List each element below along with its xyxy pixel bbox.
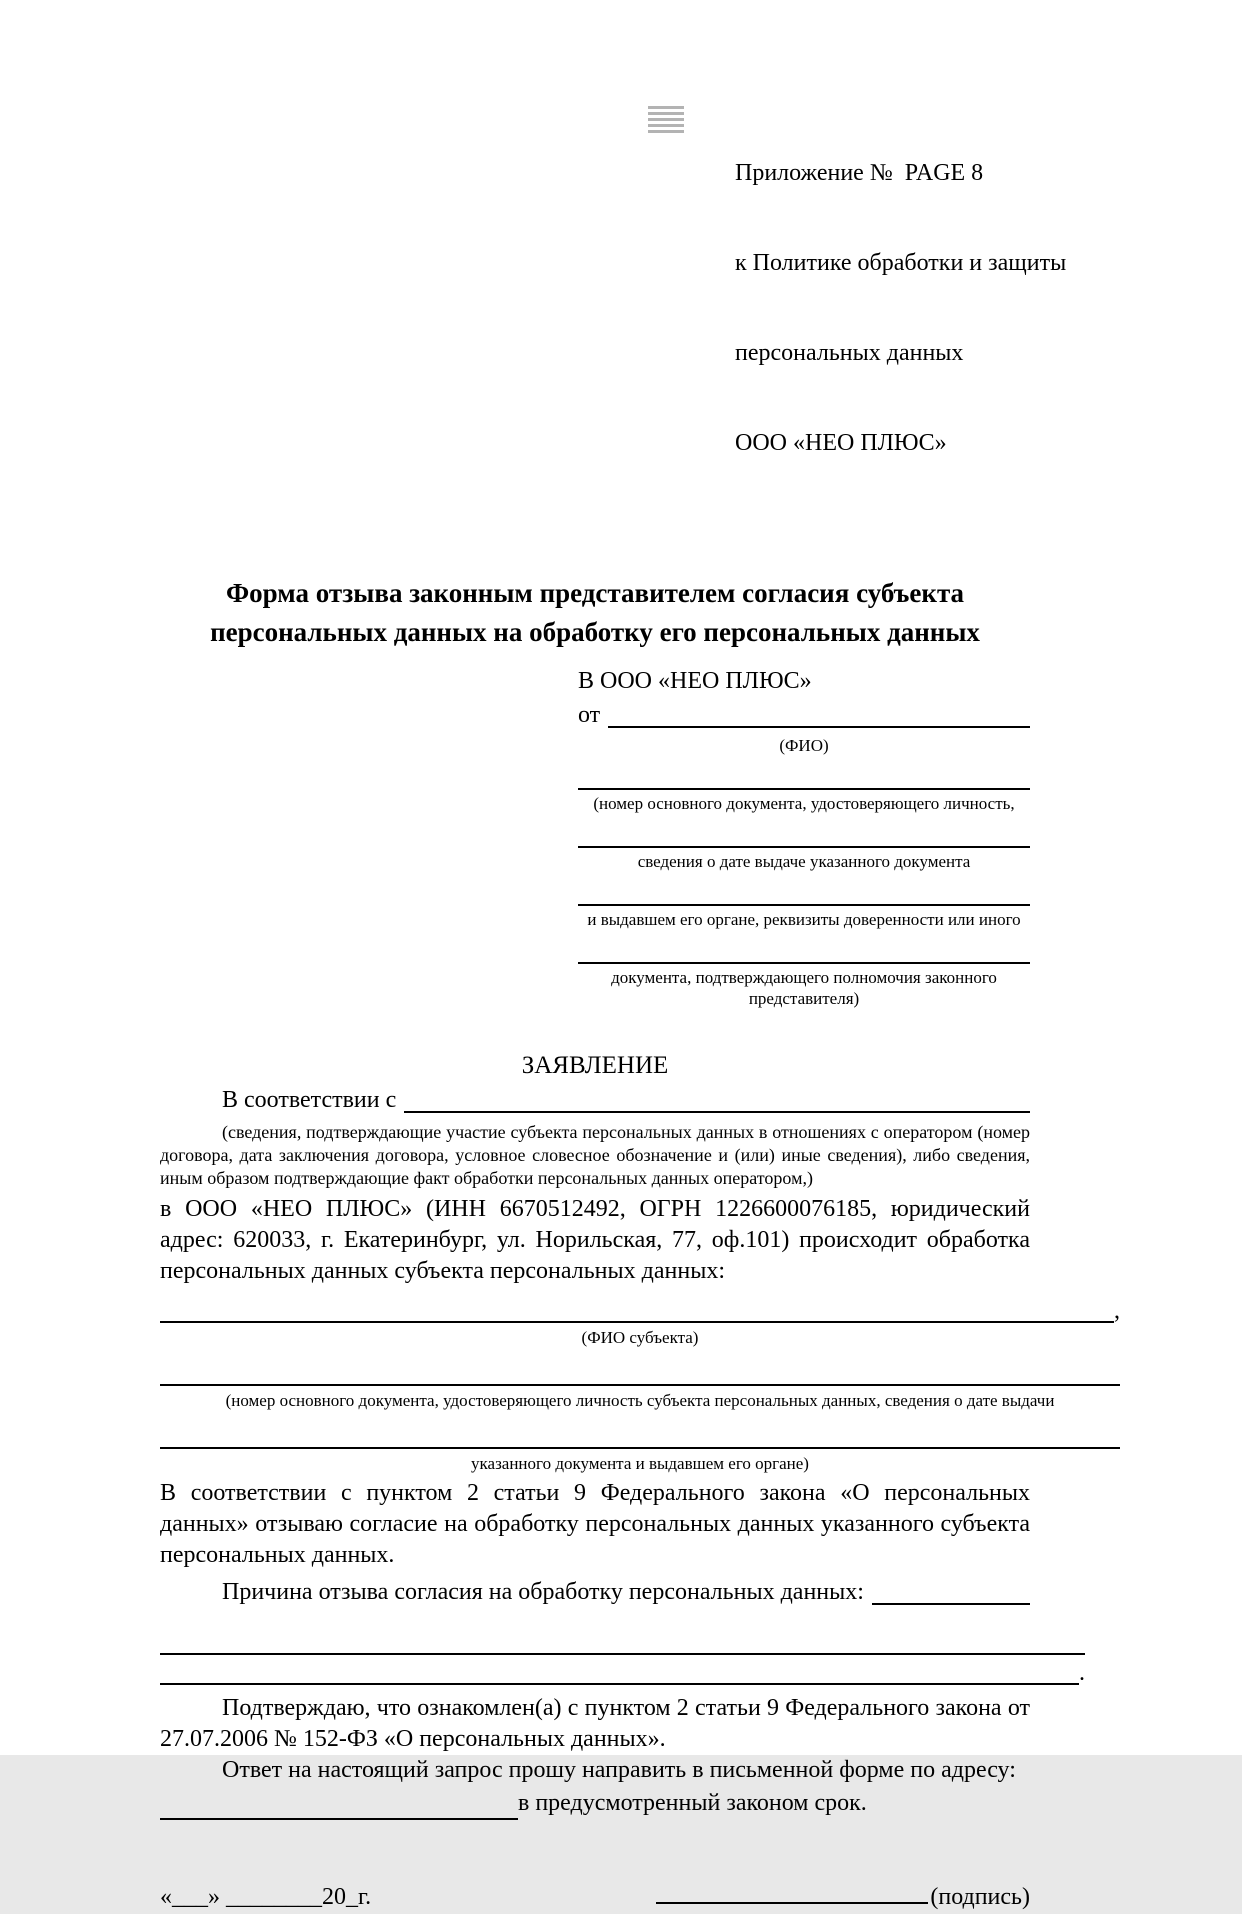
issue-date-blank-line [578,826,1030,848]
accordance-note: (сведения, подтверждающие участие субъекта персональных данных в отношениях с оператором (номер договора, дата заключения договора, условное словесное обозначение и (или) иные сведения), либо сведения, иным образом подтверждающие факт обработки персональных данных оператором,) [160,1122,1030,1188]
issuing-authority-blank-line [578,884,1030,906]
reason-blank-line [872,1603,1030,1605]
date-field: «___» ________20_г. [160,1884,372,1910]
subject-document-caption-2: указанного документа и выдавшем его органе) [471,1454,809,1473]
document-number-caption: (номер основного документа, удостоверяющего личность, [593,794,1015,813]
subject-fio-trailing-comma: , [1114,1298,1120,1324]
subject-document-blank-line-2 [160,1427,1120,1449]
issue-date-caption: сведения о дате выдаче указанного документа [637,852,971,871]
reason-extra-lines [160,1631,1085,1685]
representative-authority-caption: документа, подтверждающего полномочия законного представителя) [611,968,997,1008]
appendix-header-line: Приложение № PAGE 8 [735,160,984,186]
subject-fio-field [160,1298,1120,1324]
subject-fio-caption: (ФИО субъекта) [581,1328,699,1347]
reason-trailing-period: . [1079,1660,1085,1686]
document-number-blank-line [578,768,1030,790]
subject-fio-blank-line [160,1301,1114,1323]
reason-field [160,1575,1030,1609]
appendix-header-line: к Политике обработки и защиты [735,250,1067,276]
signature-row [160,1880,1030,1914]
issuing-authority-caption: и выдавшем его органе, реквизиты доверенности или иного [587,910,1021,929]
signature-blank-line [656,1882,928,1904]
appendix-header-line: ООО «НЕО ПЛЮС» [735,430,947,456]
recipient-to: В ООО «НЕО ПЛЮС» [578,668,812,694]
operator-paragraph: в ООО «НЕО ПЛЮС» (ИНН 6670512492, ОГРН 1226600076185, юридический адрес: 620033, г. Екатеринбург, ул. Норильская, 77, оф.101) происходит обработка персональных данных субъекта персональных данных: [160,1196,1030,1284]
accordance-label: В соответствии с [222,1087,397,1113]
appendix-header [735,98,1067,518]
reply-suffix: в предусмотренный законом срок. [518,1790,867,1816]
document-title-line: персональных данных на обработку его персональных данных [210,617,980,647]
representative-authority-blank-line [578,942,1030,964]
reply-address-blank-line [160,1798,518,1820]
accordance-blank-line [404,1111,1030,1113]
statement-heading: ЗАЯВЛЕНИЕ [521,1052,669,1079]
document-title [160,574,1030,652]
subject-document-caption: (номер основного документа, удостоверяющего личность субъекта персональных данных, сведения о дате выдачи [225,1391,1055,1410]
appendix-header-line: персональных данных [735,340,964,366]
withdraw-paragraph: В соответствии с пунктом 2 статьи 9 Федерального закона «О персональных данных» отзываю согласие на обработку персональных данных указанного субъекта персональных данных. [160,1480,1030,1568]
from-blank-line [608,726,1030,728]
from-label: от [578,702,601,728]
document-title-line: Форма отзыва законным представителем согласия субъекта [225,578,965,608]
fio-caption: (ФИО) [779,736,829,755]
subject-document-blank-line [160,1364,1120,1386]
from-field [578,698,1030,732]
reply-address-field [160,1786,1030,1820]
subject-block [160,1298,1120,1474]
reason-label: Причина отзыва согласия на обработку персональных данных: [222,1579,864,1605]
reason-blank-line-3 [160,1661,1085,1685]
accordance-field [160,1083,1030,1117]
recipient-block [578,664,1030,1009]
confirm-paragraph: Подтверждаю, что ознакомлен(а) с пунктом 2 статьи 9 Федерального закона от 27.07.2006 № 152-ФЗ «О персональных данных». [160,1695,1030,1752]
reason-blank-line-2 [160,1631,1085,1655]
reply-request-line: Ответ на настоящий запрос прошу направить в письменной форме по адресу: [222,1757,1016,1783]
signature-caption: (подпись) [930,1884,1030,1910]
text-lines-artifact-icon [648,106,684,136]
reason-blank-line-3-rule [160,1661,1079,1685]
signature-field [656,1880,1030,1914]
